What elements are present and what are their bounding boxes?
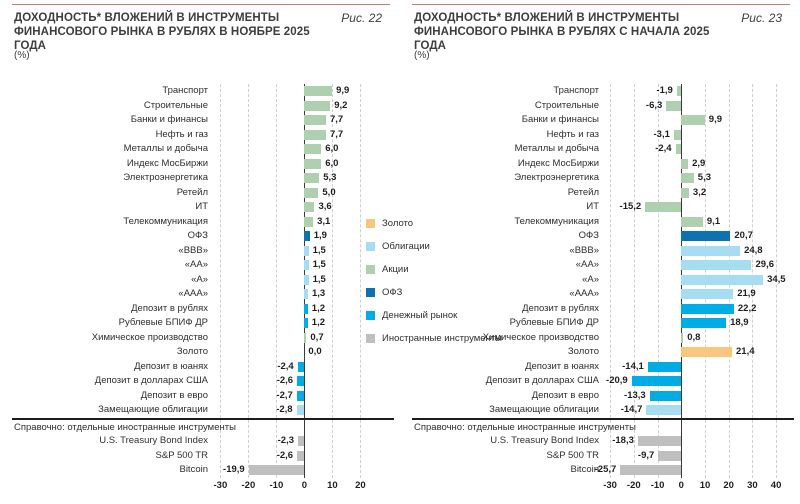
bar bbox=[304, 86, 332, 96]
category-label: Банки и финансы bbox=[130, 114, 208, 125]
category-label: Рублевые БПИФ ДР bbox=[118, 317, 208, 328]
category-label: «ААА» bbox=[178, 288, 208, 299]
chart-row bbox=[12, 403, 394, 418]
bar bbox=[304, 260, 308, 270]
bar bbox=[674, 130, 681, 140]
legend-item bbox=[366, 327, 506, 350]
category-label: Химическое производство bbox=[91, 331, 208, 343]
chart-title-line2: ФИНАНСОВОГО РЫНКА В РУБЛЯХ С НАЧАЛА 2025 ГОДА bbox=[414, 26, 710, 52]
value-label: 21,4 bbox=[736, 346, 755, 357]
value-label: -25,7 bbox=[594, 464, 617, 475]
chart-row bbox=[412, 186, 794, 201]
category-label: Нефть и газ bbox=[546, 128, 599, 140]
value-label: 1,3 bbox=[312, 288, 326, 299]
bar bbox=[304, 159, 321, 169]
ref-separator bbox=[412, 418, 794, 420]
axis-tick-label: 20 bbox=[723, 480, 734, 491]
chart-row bbox=[412, 463, 794, 478]
value-label: 9,1 bbox=[706, 215, 721, 227]
bar bbox=[681, 217, 703, 227]
chart-row bbox=[12, 215, 394, 230]
chart-row bbox=[412, 374, 794, 389]
bar bbox=[304, 115, 326, 125]
bar bbox=[304, 289, 308, 299]
category-label: «АА» bbox=[575, 259, 599, 270]
chart-row bbox=[12, 186, 394, 201]
legend-swatch bbox=[366, 242, 375, 251]
bar bbox=[620, 465, 681, 475]
category-label: Нефть и газ bbox=[155, 128, 208, 140]
value-label: 7,7 bbox=[330, 128, 344, 140]
figure-22 bbox=[12, 0, 394, 504]
category-label: ОФЗ bbox=[187, 230, 208, 241]
category-label: Депозит в рублях bbox=[522, 302, 599, 314]
legend-label: ОФЗ bbox=[382, 287, 403, 298]
chart-row bbox=[412, 449, 794, 464]
bar bbox=[304, 101, 330, 111]
category-label: Депозит в долларах США bbox=[94, 375, 208, 386]
value-label: 5,3 bbox=[697, 172, 712, 183]
value-label: 22,2 bbox=[737, 302, 757, 314]
chart-row bbox=[12, 258, 394, 273]
value-label: 1,2 bbox=[311, 302, 326, 314]
chart-row bbox=[12, 171, 394, 186]
legend-label: Иностранные инструменты bbox=[382, 333, 502, 344]
chart-row bbox=[412, 113, 794, 128]
legend-swatch bbox=[366, 265, 375, 274]
category-label: «ААА» bbox=[569, 288, 599, 299]
chart-row bbox=[12, 345, 394, 360]
value-label: 18,9 bbox=[730, 317, 749, 328]
category-label: ОФЗ bbox=[578, 230, 599, 241]
value-label: -9,7 bbox=[637, 449, 655, 461]
category-label: Электроэнергетика bbox=[123, 172, 208, 183]
value-label: -2,6 bbox=[276, 375, 294, 386]
value-label: 6,0 bbox=[325, 143, 339, 154]
value-label: 1,5 bbox=[312, 273, 326, 285]
chart-row bbox=[412, 142, 794, 157]
chart-row bbox=[12, 389, 394, 404]
category-label: Рублевые БПИФ ДР bbox=[509, 317, 599, 328]
category-label: Депозит в евро bbox=[140, 389, 208, 401]
chart-row bbox=[12, 331, 394, 346]
category-label: Замещающие облигации bbox=[98, 404, 208, 415]
bar bbox=[681, 318, 726, 328]
value-label: -1,9 bbox=[656, 85, 673, 96]
chart-row bbox=[12, 99, 394, 114]
chart-row bbox=[12, 374, 394, 389]
value-label: 1,9 bbox=[313, 230, 327, 241]
value-label: -2,7 bbox=[276, 389, 293, 401]
bar bbox=[676, 144, 682, 154]
chart-title bbox=[14, 11, 314, 53]
bar bbox=[304, 246, 308, 256]
legend-label: Акции bbox=[382, 264, 409, 275]
value-label: 0,0 bbox=[308, 346, 322, 357]
value-label: -18,3 bbox=[612, 435, 634, 446]
bar bbox=[298, 362, 305, 372]
axis-tick-label: -10 bbox=[269, 480, 284, 491]
value-label: 9,9 bbox=[708, 114, 723, 125]
legend bbox=[366, 212, 506, 350]
chart-row bbox=[412, 84, 794, 99]
chart-row bbox=[12, 229, 394, 244]
category-label: Телекоммуникация bbox=[514, 215, 599, 227]
value-label: 5,3 bbox=[323, 172, 337, 183]
chart-row bbox=[412, 171, 794, 186]
value-label: 20,7 bbox=[734, 230, 753, 241]
bar bbox=[681, 115, 705, 125]
chart-row bbox=[12, 449, 394, 464]
figure-number: Рис. 23 bbox=[741, 11, 782, 25]
accent-rule bbox=[412, 4, 790, 5]
value-label: -19,9 bbox=[223, 464, 245, 475]
category-label: Bitcoin bbox=[570, 464, 599, 475]
axis-tick-label: 10 bbox=[699, 480, 711, 491]
value-label: -6,3 bbox=[645, 99, 663, 111]
value-label: 24,8 bbox=[744, 244, 763, 256]
category-label: «А» bbox=[582, 273, 599, 285]
bar bbox=[681, 289, 733, 299]
chart-row bbox=[12, 113, 394, 128]
chart-row bbox=[12, 200, 394, 215]
value-label: -2,3 bbox=[277, 435, 294, 446]
value-label: 1,5 bbox=[312, 244, 326, 256]
chart-row bbox=[12, 273, 394, 288]
value-label: -3,1 bbox=[653, 128, 670, 140]
bar bbox=[681, 231, 730, 241]
bar bbox=[304, 333, 306, 343]
category-label: «ВВВ» bbox=[569, 244, 599, 256]
bar bbox=[304, 231, 309, 241]
category-label: Индекс МосБиржи bbox=[517, 157, 599, 169]
chart-row bbox=[412, 403, 794, 418]
category-label: S&P 500 TR bbox=[155, 449, 208, 461]
chart-row bbox=[12, 157, 394, 172]
value-label: 5,0 bbox=[322, 186, 336, 198]
axis-tick-label: 0 bbox=[678, 480, 684, 491]
bar bbox=[645, 202, 681, 212]
bar bbox=[304, 275, 308, 285]
category-label: Индекс МосБиржи bbox=[126, 157, 208, 169]
chart-row bbox=[412, 99, 794, 114]
bar bbox=[304, 304, 307, 314]
legend-label: Золото bbox=[382, 218, 414, 229]
bar bbox=[681, 246, 740, 256]
category-label: Ретейл bbox=[567, 186, 599, 198]
value-label: 1,2 bbox=[311, 317, 326, 328]
category-label: Телекоммуникация bbox=[123, 215, 208, 227]
bar bbox=[304, 144, 321, 154]
bar bbox=[681, 188, 689, 198]
value-label: 6,0 bbox=[325, 157, 339, 169]
legend-item bbox=[366, 235, 506, 258]
bar bbox=[638, 436, 681, 446]
category-label: Депозит в юанях bbox=[525, 360, 599, 372]
bar bbox=[650, 391, 682, 401]
legend-label: Облигации bbox=[382, 241, 430, 252]
axis-tick-label: -30 bbox=[603, 480, 617, 491]
category-label: «А» bbox=[191, 273, 208, 285]
bar bbox=[681, 260, 751, 270]
axis-tick-label: -20 bbox=[626, 480, 641, 491]
legend-swatch bbox=[366, 219, 375, 228]
bar bbox=[249, 465, 305, 475]
accent-rule bbox=[12, 4, 390, 5]
chart-title-line1: ДОХОДНОСТЬ* ВЛОЖЕНИЙ В ИНСТРУМЕНТЫ bbox=[414, 12, 680, 24]
bar bbox=[681, 333, 683, 343]
axis-tick-label: 20 bbox=[355, 480, 366, 491]
legend-item bbox=[366, 212, 506, 235]
category-label: Депозит в рублях bbox=[131, 302, 208, 314]
chart-title-line1: ДОХОДНОСТЬ* ВЛОЖЕНИЙ В ИНСТРУМЕНТЫ bbox=[14, 12, 280, 24]
value-label: 34,5 bbox=[767, 273, 786, 285]
axis-tick-label: -20 bbox=[241, 480, 256, 491]
chart-row bbox=[412, 434, 794, 449]
value-label: 2,9 bbox=[692, 157, 706, 169]
bar bbox=[681, 173, 694, 183]
category-label: Ретейл bbox=[176, 186, 208, 198]
chart-row bbox=[412, 360, 794, 375]
chart-row bbox=[412, 128, 794, 143]
value-label: -2,8 bbox=[276, 404, 293, 415]
legend-item bbox=[366, 304, 506, 327]
bar bbox=[304, 202, 314, 212]
bar bbox=[304, 188, 318, 198]
value-label: 3,2 bbox=[692, 186, 707, 198]
category-label: ИТ bbox=[195, 201, 208, 212]
category-label: «ВВВ» bbox=[178, 244, 208, 256]
legend-item bbox=[366, 281, 506, 304]
category-label: Золото bbox=[567, 346, 599, 357]
bar bbox=[304, 217, 313, 227]
value-label: -14,1 bbox=[622, 360, 644, 372]
legend-label: Денежный рынок bbox=[382, 310, 458, 321]
legend-swatch bbox=[366, 334, 375, 343]
chart-row bbox=[12, 316, 394, 331]
bar bbox=[646, 405, 681, 415]
value-label: 0,7 bbox=[310, 331, 324, 343]
value-label: 9,2 bbox=[334, 99, 348, 111]
ref-section-label: Справочно: отдельные иностранные инструменты bbox=[14, 421, 236, 433]
category-label: Замещающие облигации bbox=[489, 404, 599, 415]
chart-body bbox=[12, 84, 394, 498]
category-label: Химическое производство bbox=[482, 331, 599, 343]
value-label: -13,3 bbox=[624, 389, 646, 401]
legend-swatch bbox=[366, 311, 375, 320]
chart-row bbox=[12, 287, 394, 302]
chart-row bbox=[12, 463, 394, 478]
bar bbox=[297, 376, 304, 386]
value-label: -20,9 bbox=[606, 375, 628, 386]
category-label: ИТ bbox=[586, 201, 599, 212]
legend-item bbox=[366, 258, 506, 281]
bar bbox=[304, 173, 319, 183]
value-label: 9,9 bbox=[336, 85, 350, 96]
category-label: Депозит в долларах США bbox=[485, 375, 599, 386]
bar bbox=[304, 318, 307, 328]
axis-tick-label: 10 bbox=[327, 480, 338, 491]
bar bbox=[297, 451, 304, 461]
chart-row bbox=[12, 360, 394, 375]
chart-row bbox=[12, 244, 394, 259]
category-label: Строительные bbox=[143, 99, 208, 111]
bar bbox=[681, 304, 734, 314]
category-label: Золото bbox=[176, 346, 208, 357]
value-label: -14,7 bbox=[620, 404, 643, 415]
category-label: U.S. Treasury Bond Index bbox=[490, 435, 599, 446]
units-label: (%) bbox=[14, 50, 30, 61]
axis-tick-label: 30 bbox=[747, 480, 758, 491]
ref-section-label: Справочно: отдельные иностранные инструменты bbox=[414, 421, 636, 433]
category-label: «АА» bbox=[184, 259, 208, 270]
axis-tick-label: 40 bbox=[770, 480, 782, 491]
axis-tick-label: -10 bbox=[650, 480, 665, 491]
bar bbox=[297, 405, 305, 415]
bar bbox=[681, 347, 732, 357]
value-label: -2,4 bbox=[655, 143, 672, 154]
bar bbox=[681, 275, 763, 285]
chart-row bbox=[12, 302, 394, 317]
legend-swatch bbox=[366, 288, 375, 297]
value-label: 3,1 bbox=[317, 215, 331, 227]
value-label: 21,9 bbox=[737, 288, 756, 299]
value-label: 7,7 bbox=[330, 114, 344, 125]
chart-row bbox=[412, 157, 794, 172]
category-label: Банки и финансы bbox=[521, 114, 599, 125]
category-label: Депозит в юанях bbox=[134, 360, 208, 372]
value-label: 29,6 bbox=[755, 259, 774, 270]
category-label: Металлы и добыча bbox=[123, 143, 208, 154]
bar bbox=[677, 86, 682, 96]
bar bbox=[297, 391, 305, 401]
category-label: Строительные bbox=[534, 99, 599, 111]
value-label: 3,6 bbox=[318, 201, 332, 212]
chart-title bbox=[414, 11, 714, 53]
category-label: S&P 500 TR bbox=[546, 449, 599, 461]
chart-row bbox=[12, 434, 394, 449]
bar bbox=[304, 130, 326, 140]
value-label: -2,6 bbox=[276, 449, 294, 461]
bar bbox=[666, 101, 681, 111]
bar bbox=[681, 159, 688, 169]
ref-separator bbox=[12, 418, 394, 420]
bar bbox=[658, 451, 681, 461]
category-label: Bitcoin bbox=[179, 464, 208, 475]
bar bbox=[648, 362, 681, 372]
value-label: 1,5 bbox=[312, 259, 326, 270]
value-label: 0,8 bbox=[687, 331, 701, 343]
chart-row bbox=[412, 389, 794, 404]
category-label: Электроэнергетика bbox=[514, 172, 599, 183]
units-label: (%) bbox=[414, 50, 430, 61]
axis-tick-label: -30 bbox=[213, 480, 228, 491]
category-label: Депозит в евро bbox=[531, 389, 599, 401]
figure-number: Рис. 22 bbox=[341, 11, 382, 25]
category-label: U.S. Treasury Bond Index bbox=[99, 435, 208, 446]
value-label: -15,2 bbox=[619, 201, 642, 212]
category-label: Металлы и добыча bbox=[514, 143, 599, 154]
bar bbox=[298, 436, 304, 446]
value-label: -2,4 bbox=[277, 360, 294, 372]
category-label: Транспорт bbox=[162, 85, 208, 96]
chart-row bbox=[12, 84, 394, 99]
chart-title-line2: ФИНАНСОВОГО РЫНКА В РУБЛЯХ В НОЯБРЕ 2025 ГОДА bbox=[14, 26, 310, 52]
chart-row bbox=[12, 142, 394, 157]
chart-row bbox=[12, 128, 394, 143]
bar bbox=[632, 376, 682, 386]
category-label: Транспорт bbox=[553, 85, 599, 96]
axis-tick-label: 0 bbox=[301, 480, 308, 491]
